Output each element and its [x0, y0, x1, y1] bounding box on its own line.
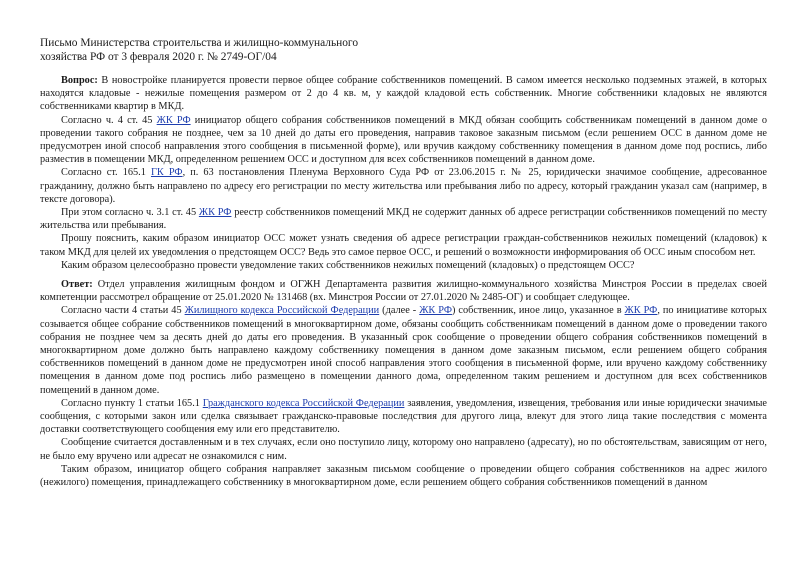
letter-body	[40, 74, 767, 489]
answer-label: Ответ:	[61, 279, 93, 291]
link-zhk-rf-2[interactable]: ЖК РФ	[198, 207, 232, 219]
paragraph-4	[40, 206, 767, 232]
a2-text-mid2: ) собственник, иное лицо, указанное в	[451, 305, 625, 317]
answer-text: Отдел управления жилищным фондом и ОГЖН Департамента развития жилищно-коммунального хозяйства Минстроя России в пределах своей компетенции рассмотрел обращение от 25.01.2020 № 131468 (вх. Минстроя России от 27.01.2020 № 2485-ОГ) и сообщает следующее.	[40, 279, 767, 304]
a2-text-before: Согласно части 4 статьи 45	[61, 305, 185, 317]
p2-text-after: инициатор общего собрания собственников помещений в МКД обязан сообщить собственникам помещений в данном доме о проведении такого собрания не позднее, чем за 10 дней до даты его проведения, направив таковое заказным письмом (если решением ОСС в данном доме не предусмотрен иной способ направления этого сообщения в письменной форме), или вручив каждому собственнику помещения в данном доме под роспись, либо разместив в помещении МКД, определенном решением ОСС и доступном для всех собственников помещений в данном доме.	[40, 114, 767, 166]
answer-paragraph-5: Таким образом, инициатор общего собрания направляет заказным письмом сообщение о проведении общего собрания собственников на адрес жилого (нежилого) помещения, принадлежащего собственнику в многоквартирном доме, если решением общего собрания собственников помещений в данном	[40, 463, 767, 489]
a2-text-mid1: (далее -	[379, 305, 420, 317]
question-paragraph	[40, 74, 767, 114]
paragraph-6: Каким образом целесообразно провести уведомление таких собственников нежилых помещений (кладовых) о предстоящем ОСС?	[61, 259, 635, 271]
answer-paragraph	[40, 278, 767, 304]
title-line-1: Письмо Министерства строительства и жилищно-коммунального	[40, 37, 359, 49]
answer-paragraph-4: Сообщение считается доставленным и в тех случаях, если оно поступило лицу, которому оно направлено (адресату), но по обстоятельствам, зависящим от него, не было ему вручено или адресат не ознакомился с ним.	[40, 437, 767, 462]
question-text: В новостройке планируется провести первое общее собрание собственников помещений. В самом имеется несколько подземных этажей, в которых находятся кладовые - нежилые помещения размером от 2 до 4 кв. м, у каждой кладовой есть собственник. Многие собственники кладовых не являются собственниками квартир в МКД.	[40, 75, 767, 113]
p4-text-before: При этом согласно ч. 3.1 ст. 45	[61, 207, 199, 219]
paragraph-3	[40, 166, 767, 206]
link-zhk-rf-3[interactable]: ЖК РФ	[419, 305, 452, 317]
p3-text-before: Согласно ст. 165.1	[61, 167, 151, 179]
a2-text-after: , по инициативе которых созывается общее собрание собственников помещений в многоквартирном доме, обязаны сообщить собственникам помещений в данном доме о проведении такого собрания не позднее чем за десять дней до даты его проведения. В указанный срок сообщение о проведении общего собрания собственников помещений в многоквартирном доме должно быть направлено каждому собственнику помещения в данном доме заказным письмом, если решением общего собрания собственников помещений в данном доме не предусмотрен иной способ направления этого сообщения в письменной форме, или вручено каждому собственнику помещения в данном доме под роспись либо размещено в помещении данного дома, определенном таким решением и доступном для всех собственников помещений в данном доме.	[40, 305, 767, 396]
a3-text-before: Согласно пункту 1 статьи 165.1	[61, 397, 203, 409]
a3-text-after: заявления, уведомления, извещения, требования или иные юридически значимые сообщения, с которыми закон или сделка связывает гражданско-правовые последствия для другого лица, влекут для этого лица такие последствия с момента доставки соответствующего сообщения ему или его представителю.	[40, 397, 767, 436]
link-zhk-rf[interactable]: ЖК РФ	[156, 114, 191, 126]
link-zhk-full[interactable]: Жилищного кодекса Российской Федерации	[184, 305, 380, 317]
paragraph-5: Прошу пояснить, каким образом инициатор ОСС может узнать сведения об адресе регистрации граждан-собственников нежилых помещений (кладовок) к таком МКД для целей их уведомления о предстоящем ОСС? Ведь это самое первое ОСС, и решений о возможности информирования об ОСС иным способом нет.	[40, 233, 767, 258]
p3-text-after: , п. 63 постановления Пленума Верховного Суда РФ от 23.06.2015 г. № 25, юридически значимое сообщение, адресованное гражданину, должно быть направлено по адресу его регистрации по месту жительства или пребывания либо по адресу, который гражданин указал сам (например, в тексте договора).	[40, 167, 767, 205]
letter-title	[40, 36, 760, 64]
title-line-2: хозяйства РФ от 3 февраля 2020 г. № 2749-ОГ/04	[40, 51, 277, 63]
p2-text-before: Согласно ч. 4 ст. 45	[61, 114, 157, 126]
answer-paragraph-2	[40, 304, 767, 396]
paragraph-2	[40, 114, 767, 167]
link-gk-rf[interactable]: ГК РФ	[150, 167, 183, 179]
p4-text-after: реестр собственников помещений МКД не содержит данных об адресе регистрации собственников помещений по месту жительства или пребывания.	[40, 207, 767, 232]
link-zhk-rf-4[interactable]: ЖК РФ	[624, 305, 658, 317]
answer-paragraph-3	[40, 397, 767, 437]
question-label: Вопрос:	[61, 75, 98, 86]
link-gk-full[interactable]: Гражданского кодекса Российской Федерации	[202, 397, 405, 409]
